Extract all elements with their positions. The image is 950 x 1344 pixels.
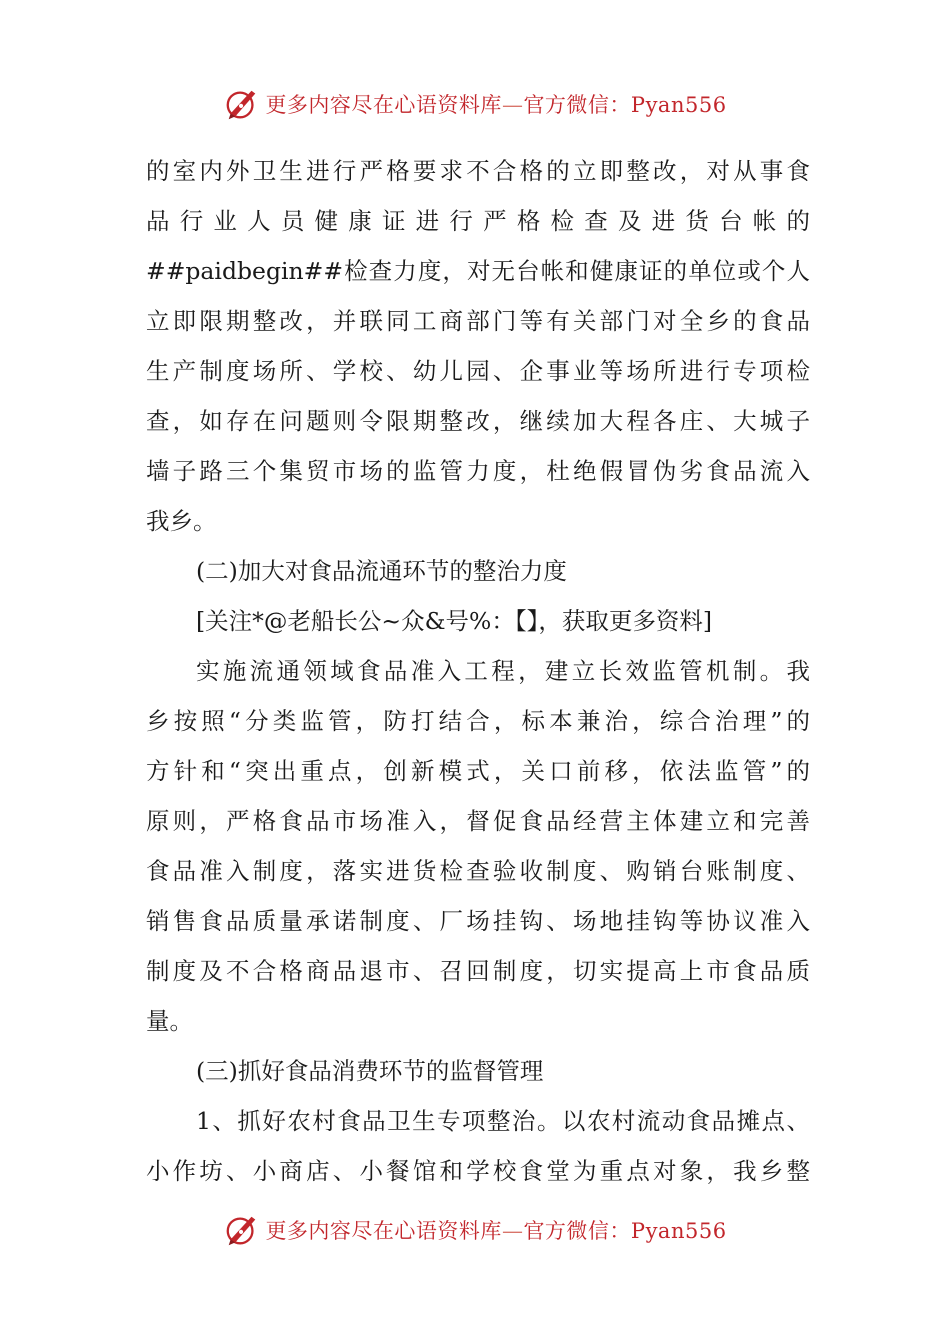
paragraph-line: 食品准入制度，落实进货检查验收制度、购销台账制度、 — [146, 857, 810, 885]
banner-separator: — — [501, 93, 524, 117]
paragraph-line: 的室内外卫生进行严格要求不合格的立即整改，对从事食 — [146, 157, 810, 185]
paragraph-line: 销售食品质量承诺制度、厂场挂钩、场地挂钩等协议准入 — [146, 907, 810, 935]
document-body — [146, 146, 810, 1196]
paragraph-line: 原则，严格食品市场准入，督促食品经营主体建立和完善 — [146, 807, 810, 835]
paragraph-line: 墙子路三个集贸市场的监管力度，杜绝假冒伪劣食品流入 — [146, 457, 810, 485]
pen-logo-icon — [223, 85, 261, 123]
footer-watermark-banner — [0, 1210, 950, 1250]
paragraph-line: 品行业人员健康证进行严格检查及进货台帐的 — [146, 207, 810, 235]
header-watermark-banner — [0, 84, 950, 124]
paragraph-line: 立即限期整改，并联同工商部门等有关部门对全乡的食品 — [146, 307, 810, 335]
banner-main-text: 更多内容尽在心语资料库 — [265, 93, 502, 117]
banner-text — [265, 89, 726, 119]
section-heading: (三)抓好食品消费环节的监督管理 — [196, 1057, 544, 1085]
paragraph-line: 我乡。 — [146, 507, 217, 535]
paragraph-line: 实施流通领域食品准入工程，建立长效监管机制。我 — [196, 657, 810, 685]
paragraph-line: 乡按照“分类监管，防打结合，标本兼治，综合治理”的 — [146, 707, 810, 735]
paragraph-line: 小作坊、小商店、小餐馆和学校食堂为重点对象，我乡整 — [146, 1157, 810, 1185]
paragraph-line: ##paidbegin##检查力度，对无台帐和健康证的单位或个人 — [146, 257, 810, 285]
banner-main-text: 更多内容尽在心语资料库 — [265, 1219, 502, 1243]
paragraph-line: 量。 — [146, 1007, 193, 1035]
banner-text — [265, 1215, 726, 1245]
paragraph-line: 制度及不合格商品退市、召回制度，切实提高上市食品质 — [146, 957, 810, 985]
paragraph-line: 生产制度场所、学校、幼儿园、企事业等场所进行专项检 — [146, 357, 810, 385]
paragraph-line: 方针和“突出重点，创新模式，关口前移，依法监管”的 — [146, 757, 810, 785]
banner-contact-text: 官方微信：Pyan556 — [523, 93, 727, 117]
banner-separator: — — [501, 1219, 524, 1243]
banner-contact-text: 官方微信：Pyan556 — [523, 1219, 727, 1243]
paragraph-line: 1、抓好农村食品卫生专项整治。以农村流动食品摊点、 — [196, 1107, 810, 1135]
promo-note: [关注*@老船长公~众&号%：【】，获取更多资料] — [196, 607, 713, 635]
paragraph-line: 查，如存在问题则令限期整改，继续加大程各庄、大城子 — [146, 407, 810, 435]
section-heading: (二)加大对食品流通环节的整治力度 — [196, 557, 567, 585]
pen-logo-icon — [223, 1211, 261, 1249]
